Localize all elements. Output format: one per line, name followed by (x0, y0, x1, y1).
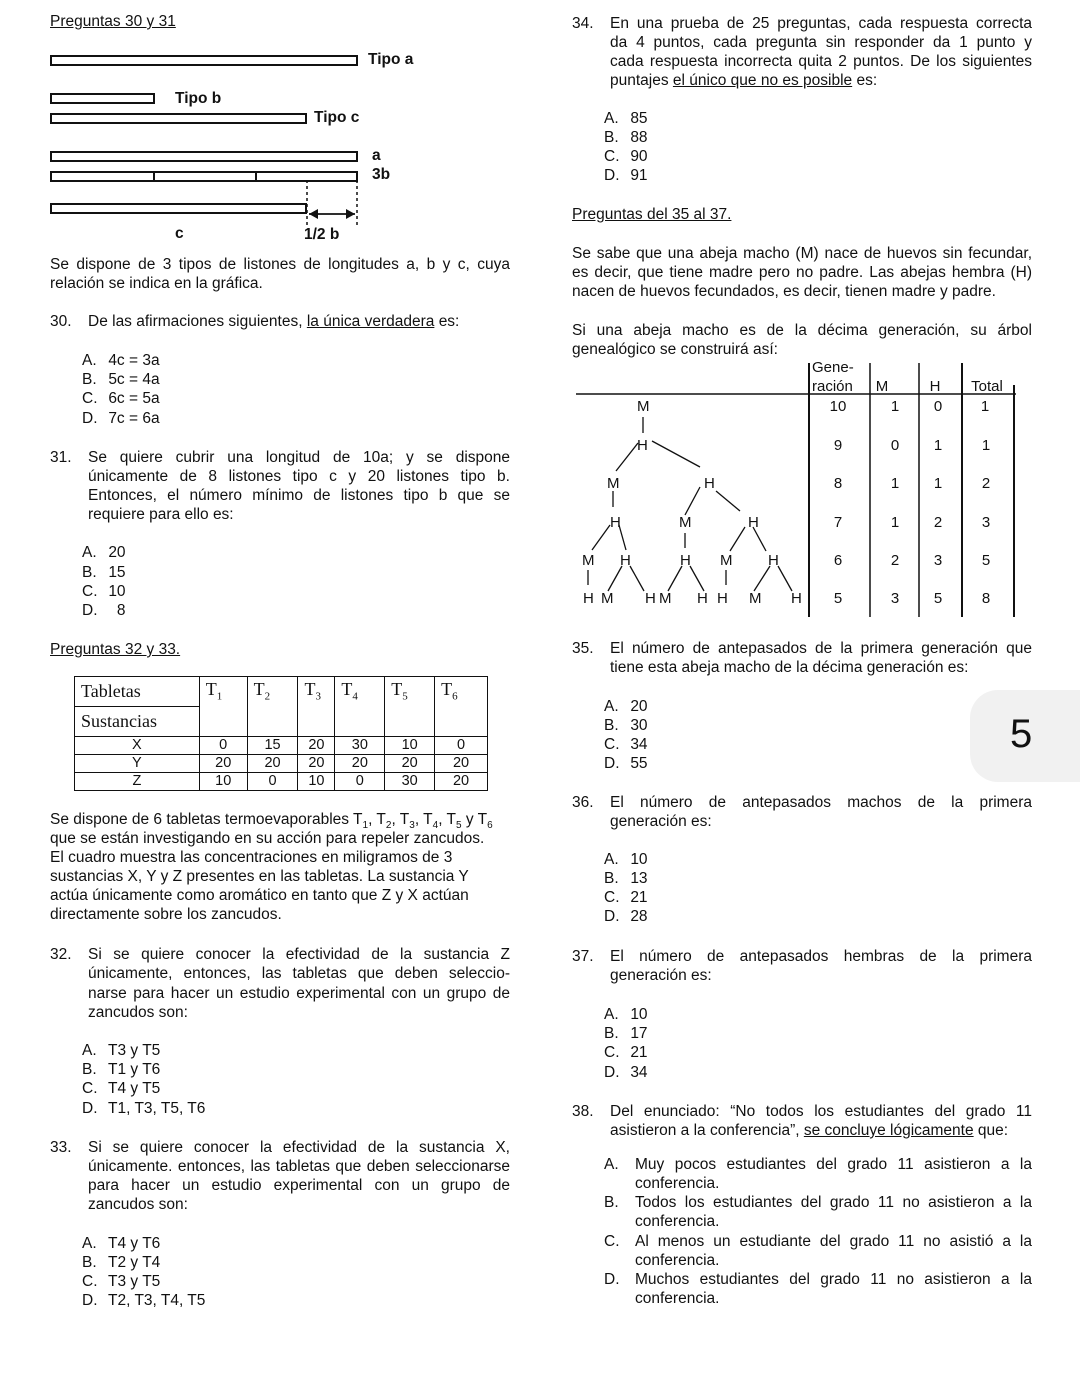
tree-node: H (620, 552, 631, 569)
intro-32-line4: sustancias X, Y y Z presentes en las tabletas. La sustancia Y (50, 868, 469, 885)
q30-stem: De las afirmaciones siguientes, la única verdadera es: (88, 313, 460, 330)
bar-tipo-c (50, 113, 307, 124)
tree-node: H (637, 437, 648, 454)
header-32-33: Preguntas 32 y 33. (50, 641, 181, 658)
q35-option-b[interactable]: B. 30 (604, 717, 648, 734)
q35-option-a[interactable]: A. 20 (604, 698, 648, 715)
intro-32-line5: actúa únicamente como aromático en tanto que Z y X actúan (50, 887, 469, 904)
bar-c (50, 203, 307, 214)
q38-option-b-cont: conferencia. (635, 1213, 720, 1230)
q34-option-b[interactable]: B. 88 (604, 129, 648, 146)
table-row: Z 10 0 10 0 30 20 (75, 773, 488, 791)
half-b-arrow-icon (300, 180, 370, 230)
intro-30: Se dispone de 3 tipos de listones de longitudes a, b y c, cuya relación se indica en la gráfica. (50, 256, 510, 292)
q33-line2: únicamente. entonces, las tabletas que deben seleccionarse (88, 1158, 510, 1175)
q31-option-a[interactable]: A. 20 (82, 544, 126, 561)
q36-line1: El número de antepasados machos de la primera (610, 794, 1032, 811)
q34-line3: cada respuesta incorrecta quita 2 puntos. De los siguientes (610, 53, 1032, 70)
q32-number: 32. (50, 946, 72, 963)
q30-option-d[interactable]: D. 7c = 6a (82, 410, 160, 427)
tree-node: H (680, 552, 691, 569)
q31-option-d[interactable]: D. 8 (82, 602, 126, 619)
tree-node: H (748, 514, 759, 531)
q37-option-c[interactable]: C. 21 (604, 1044, 648, 1061)
genealogy-header-gen-1: Gene- (812, 359, 854, 376)
label-a: a (372, 147, 381, 164)
label-tipo-a: Tipo a (368, 51, 414, 68)
label-tipo-b: Tipo b (175, 90, 222, 107)
q38-line2: asistieron a la conferencia”, se concluye lógicamente que: (610, 1122, 1009, 1139)
q36-line2: generación es: (610, 813, 712, 830)
intro-32-line6: directamente sobre los zancudos. (50, 906, 282, 923)
q32-option-b[interactable]: B. T1 y T6 (82, 1061, 161, 1078)
tree-node: M (749, 590, 762, 607)
table-header-t1: $T_1$ (199, 677, 247, 737)
table-corner-bottom: Sustancias (75, 707, 200, 737)
q35-line2: tiene esta abeja macho de la décima generación es: (610, 659, 969, 676)
q37-line1: El número de antepasados hembras de la primera (610, 948, 1032, 965)
tree-node: H (645, 590, 656, 607)
q32-line3: narse para hacer un estudio experimental con un grupo de (88, 985, 510, 1002)
q38-option-a[interactable]: A. Muy pocos estudiantes del grado 11 asistieron a la (604, 1156, 1032, 1173)
q33-line3: para hacer un estudio experimental con un grupo de (88, 1177, 510, 1194)
tree-node: M (720, 552, 733, 569)
genealogy-header-h: H (929, 378, 941, 395)
q37-line2: generación es: (610, 967, 712, 984)
tree-node: H (610, 514, 621, 531)
table-header-t5: $T_5$ (385, 677, 435, 737)
tree-node: H (768, 552, 779, 569)
q37-option-a[interactable]: A. 10 (604, 1006, 648, 1023)
table-header-t6: $T_6$ (435, 677, 488, 737)
tree-node: M (601, 590, 614, 607)
bar-tipo-a (50, 55, 358, 66)
q35-line1: El número de antepasados de la primera generación que (610, 640, 1032, 657)
q37-number: 37. (572, 948, 594, 965)
q33-line1: Si se quiere conocer la efectividad de la sustancia X, (88, 1139, 510, 1156)
q32-option-c[interactable]: C. T4 y T5 (82, 1080, 161, 1097)
q32-option-d[interactable]: D. T1, T3, T5, T6 (82, 1100, 206, 1117)
tabletas-table (74, 676, 488, 791)
q34-line4: puntajes el único que no es posible es: (610, 72, 878, 89)
q35-number: 35. (572, 640, 594, 657)
q37-option-b[interactable]: B. 17 (604, 1025, 648, 1042)
q34-option-a[interactable]: A. 85 (604, 110, 648, 127)
q36-option-b[interactable]: B. 13 (604, 870, 648, 887)
q38-option-a-cont: conferencia. (635, 1175, 720, 1192)
q30-number: 30. (50, 313, 72, 330)
table-header-t4: $T_4$ (335, 677, 385, 737)
tree-node: M (679, 514, 692, 531)
q33-option-d[interactable]: D. T2, T3, T4, T5 (82, 1292, 206, 1309)
q32-option-a[interactable]: A. T3 y T5 (82, 1042, 161, 1059)
tree-node: H (697, 590, 708, 607)
page-number: 5 (1010, 712, 1033, 756)
tree-node: H (583, 590, 594, 607)
genealogy-header-total: Total (971, 378, 1003, 395)
q31-stem: Se quiere cubrir una longitud de 10a; y se dispone únicamente de 8 listones tipo c y 20 listones tipo b. Entonces, el número mínimo de listones tipo b que se requiere para ello es: (88, 449, 510, 523)
page-number-tab (970, 690, 1080, 782)
intro-35b: Si una abeja macho es de la décima generación, su árbol genealógico se construirá así: (572, 322, 1032, 358)
intro-35: Se sabe que una abeja macho (M) nace de huevos sin fecundar, es decir, que tiene madre pero no padre. Las abejas hembra (H) nacen de huevos fecundados, es decir, tienen madre y padre. (572, 245, 1032, 300)
tree-node: M (582, 552, 595, 569)
q33-number: 33. (50, 1139, 72, 1156)
q31-option-b[interactable]: B. 15 (82, 564, 126, 581)
q35-option-d[interactable]: D. 55 (604, 755, 648, 772)
q31-option-c[interactable]: C. 10 (82, 583, 126, 600)
tree-node: M (637, 398, 650, 415)
table-header-t2: $T_2$ (247, 677, 298, 737)
bar-a (50, 151, 358, 162)
q32-line2: únicamente, entonces, las tabletas que deben seleccio- (88, 965, 510, 982)
label-c: c (175, 225, 184, 242)
table-corner-top: Tabletas (75, 677, 200, 707)
genealogy-header-gen-2: ración (812, 378, 853, 395)
genealogy-header-m: M (875, 378, 889, 395)
q32-line4: zancudos son: (88, 1004, 188, 1021)
genealogy-lines (570, 355, 1020, 620)
q38-option-d-cont: conferencia. (635, 1290, 720, 1307)
label-half-b: 1/2 b (304, 226, 340, 243)
intro-32-line1: Se dispone de 6 tabletas termoevaporables $T_1$, $T_2$, $T_3$, $T_4$, $T_5$ y $T_6$ (50, 811, 493, 832)
q37-option-d[interactable]: D. 34 (604, 1064, 648, 1081)
header-30-31: Preguntas 30 y 31 (50, 13, 176, 30)
tree-node: H (704, 475, 715, 492)
q34-line1: En una prueba de 25 preguntas, cada respuesta correcta (610, 15, 1032, 32)
q34-line2: da 4 puntos, cada pregunta sin responder da 1 punto y (610, 34, 1032, 51)
q36-option-c[interactable]: C. 21 (604, 889, 648, 906)
q36-number: 36. (572, 794, 594, 811)
q30-option-b[interactable]: B. 5c = 4a (82, 371, 160, 388)
q34-option-c[interactable]: C. 90 (604, 148, 648, 165)
q33-line4: zancudos son: (88, 1196, 188, 1213)
q30-option-c[interactable]: C. 6c = 5a (82, 390, 160, 407)
tree-node: M (659, 590, 672, 607)
header-35-37: Preguntas del 35 al 37. (572, 206, 732, 223)
label-3b: 3b (372, 166, 391, 183)
tree-node: H (717, 590, 728, 607)
q38-number: 38. (572, 1103, 594, 1120)
q35-option-c[interactable]: C. 34 (604, 736, 648, 753)
q33-option-b[interactable]: B. T2 y T4 (82, 1254, 161, 1271)
table-header-t3: $T_3$ (298, 677, 335, 737)
q30-option-a[interactable]: A. 4c = 3a (82, 352, 160, 369)
table-row: Y 20 20 20 20 20 20 (75, 755, 488, 773)
q38-line1: Del enunciado: “No todos los estudiantes del grado 11 (610, 1103, 1032, 1120)
q31-number: 31. (50, 449, 72, 466)
q38-option-c-cont: conferencia. (635, 1252, 720, 1269)
q38-option-c[interactable]: C. Al menos un estudiante del grado 11 no asistió a la (604, 1233, 1032, 1250)
label-tipo-c: Tipo c (314, 109, 360, 126)
q32-line1: Si se quiere conocer la efectividad de la sustancia Z (88, 946, 510, 963)
intro-32-line3: El cuadro muestra las concentraciones en miligramos de 3 (50, 849, 453, 866)
q33-option-a[interactable]: A. T4 y T6 (82, 1235, 161, 1252)
q38-option-d[interactable]: D. Muchos estudiantes del grado 11 no asistieron a la (604, 1271, 1032, 1288)
intro-32-line2: que se están investigando en su acción para repeler zancudos. (50, 830, 485, 847)
bar-tipo-b (50, 93, 155, 104)
q33-option-c[interactable]: C. T3 y T5 (82, 1273, 161, 1290)
q36-option-d[interactable]: D. 28 (604, 908, 648, 925)
tree-node: H (791, 590, 802, 607)
q34-option-d[interactable]: D. 91 (604, 167, 648, 184)
tree-node: M (607, 475, 620, 492)
table-row: X 0 15 20 30 10 0 (75, 737, 488, 755)
q36-option-a[interactable]: A. 10 (604, 851, 648, 868)
q34-number: 34. (572, 15, 594, 32)
q38-option-b[interactable]: B. Todos los estudiantes del grado 11 no asistieron a la (604, 1194, 1032, 1211)
